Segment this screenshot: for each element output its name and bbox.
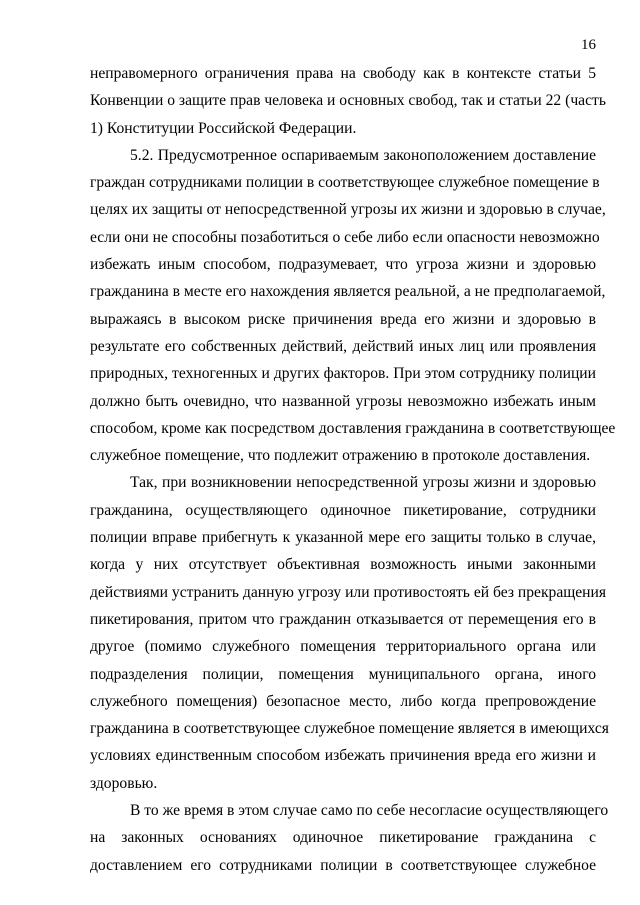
page-number: 16 [581, 37, 596, 53]
text-line: В то же время в этом случае само по себе несогласие осуществляющего [130, 802, 609, 820]
text-line: доставлением его сотрудниками полиции в соответствующее служебное [90, 856, 596, 874]
text-line: служебного помещения) безопасное место, либо когда препровождение [90, 692, 596, 710]
text-line: способом, кроме как посредством доставления гражданина в соответствующее [90, 419, 616, 437]
text-line: на законных основаниях одиночное пикетирование гражданина с [90, 829, 596, 847]
text-line: здоровью. [90, 774, 158, 792]
text-line: Конвенции о защите прав человека и основных свобод, так и статьи 22 (часть [90, 92, 606, 110]
text-line: избежать иным способом, подразумевает, что угроза жизни и здоровью [90, 256, 596, 274]
text-line: гражданина в соответствующее служебное помещение является в имеющихся [90, 720, 609, 738]
document-body [90, 60, 616, 879]
text-line: когда у них отсутствует объективная возможность иными законными [90, 556, 596, 574]
text-line: неправомерного ограничения права на свободу как в контексте статьи 5 [90, 65, 596, 82]
text-line: другое (помимо служебного помещения территориального органа или [90, 638, 596, 656]
text-line: подразделения полиции, помещения муниципального органа, иного [90, 665, 596, 683]
paragraph [90, 60, 606, 142]
text-line: действиями устранить данную угрозу или противостоять ей без прекращения [90, 583, 607, 601]
text-line: полиции вправе прибегнуть к указанной мере его защиты только в случае, [90, 529, 596, 547]
text-line: целях их защиты от непосредственной угрозы их жизни и здоровью в случае, [90, 201, 606, 219]
text-line: выражаясь в высоком риске причинения вреда его жизни и здоровью в [90, 310, 596, 328]
text-line: пикетирования, притом что гражданин отказывается от перемещения его в [90, 610, 596, 628]
paragraph [90, 142, 616, 470]
text-line: природных, техногенных и других факторов. При этом сотруднику полиции [90, 365, 596, 383]
paragraph [90, 797, 609, 879]
text-line: условиях единственным способом избежать причинения вреда его жизни и [90, 747, 596, 765]
paragraph [90, 469, 609, 797]
text-line: служебное помещение, что подлежит отражению в протоколе доставления. [90, 447, 591, 465]
text-line: 5.2. Предусмотренное оспариваемым законоположением доставление [130, 146, 596, 164]
text-line: гражданина в месте его нахождения является реальной, а не предполагаемой, [90, 283, 606, 301]
text-line: результате его собственных действий, действий иных лиц или проявления [90, 337, 596, 355]
text-line: Так, при возникновении непосредственной угрозы жизни и здоровью [130, 474, 596, 492]
text-line: граждан сотрудниками полиции в соответствующее служебное помещение в [90, 174, 600, 192]
text-line: 1) Конституции Российской Федерации. [90, 119, 357, 137]
text-line: гражданина, осуществляющего одиночное пикетирование, сотрудники [90, 501, 596, 519]
text-line: должно быть очевидно, что названной угрозы невозможно избежать иным [90, 392, 596, 410]
text-line: если они не способны позаботиться о себе либо если опасности невозможно [90, 228, 600, 246]
